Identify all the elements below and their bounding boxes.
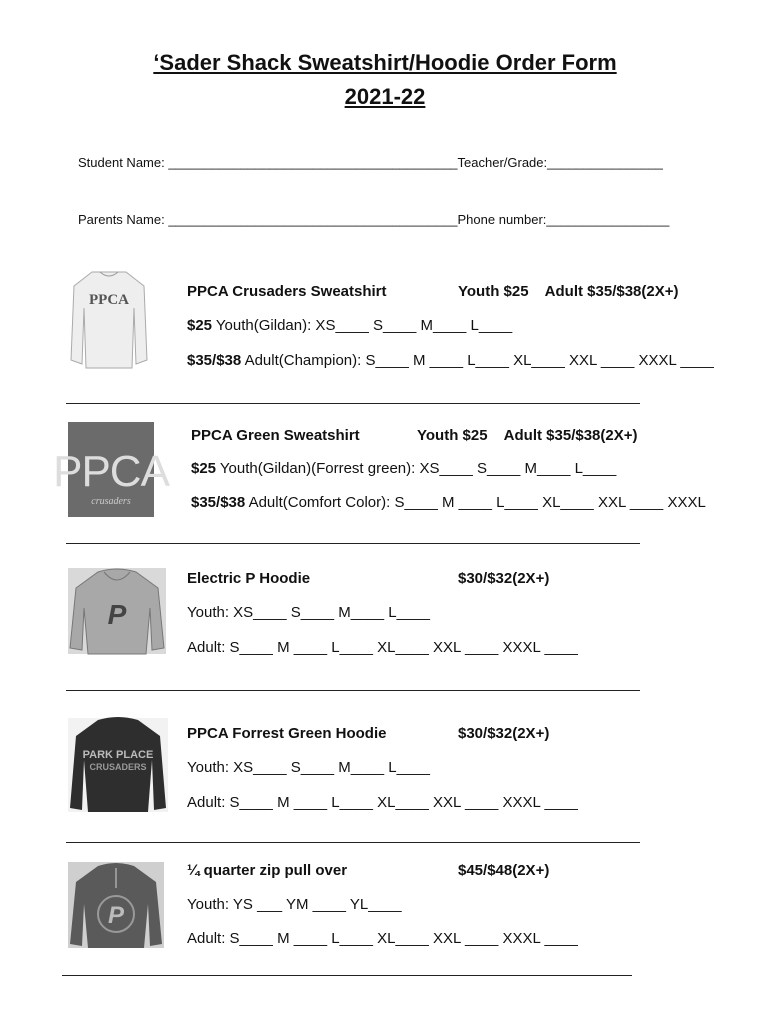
divider bbox=[66, 690, 640, 691]
park-place-text: PARK PLACE bbox=[82, 749, 154, 761]
forrest-green-hoodie-image bbox=[68, 718, 168, 812]
green-sweatshirt-logo-text: PPCA bbox=[53, 447, 169, 496]
product-2-name: PPCA Green Sweatshirt bbox=[191, 427, 360, 444]
product-1-adult-line: $35/$38 Adult(Champion): S____ M ____ L____ XL____ XXL ____ XXXL ____ bbox=[187, 352, 714, 369]
zip-p-logo-text: P bbox=[107, 902, 125, 929]
form-title: ‘Sader Shack Sweatshirt/Hoodie Order Form bbox=[153, 50, 617, 75]
product-3-adult-line: Adult: S____ M ____ L____ XL____ XXL ____ XXXL ____ bbox=[187, 639, 578, 656]
product-1-youth-line: $25 Youth(Gildan): XS____ S____ M____ L____ bbox=[187, 317, 513, 334]
electric-p-hoodie-image bbox=[68, 568, 166, 654]
green-sweatshirt-image bbox=[53, 422, 169, 517]
crusaders-text: CRUSADERS bbox=[89, 762, 147, 772]
form-year: 2021-22 bbox=[344, 84, 426, 109]
quarter-zip-image bbox=[68, 862, 164, 948]
product-4-name: PPCA Forrest Green Hoodie bbox=[187, 725, 387, 742]
divider bbox=[62, 975, 632, 976]
product-1-name: PPCA Crusaders Sweatshirt bbox=[187, 283, 387, 300]
product-5-youth-line: Youth: YS ___ YM ____ YL____ bbox=[187, 896, 402, 913]
product-1-price: Youth $25 Adult $35/$38(2X+) bbox=[458, 283, 679, 300]
divider bbox=[66, 543, 640, 544]
product-2-adult-line: $35/$38 Adult(Comfort Color): S____ M ____ L____ XL____ XXL ____ XXXL bbox=[191, 494, 706, 511]
sweatshirt-logo-text: PPCA bbox=[89, 292, 129, 308]
p-logo-text: P bbox=[107, 599, 127, 630]
green-sweatshirt-sub-text: crusaders bbox=[91, 496, 131, 507]
student-name-field: Student Name: ________________________________________Teacher/Grade:________________ bbox=[78, 155, 663, 170]
product-3-youth-line: Youth: XS____ S____ M____ L____ bbox=[187, 604, 430, 621]
product-4-price: $30/$32(2X+) bbox=[458, 725, 550, 742]
product-5-price: $45/$48(2X+) bbox=[458, 862, 550, 879]
product-3-price: $30/$32(2X+) bbox=[458, 570, 550, 587]
divider bbox=[66, 403, 640, 404]
product-4-adult-line: Adult: S____ M ____ L____ XL____ XXL ____ XXXL ____ bbox=[187, 794, 578, 811]
product-5-adult-line: Adult: S____ M ____ L____ XL____ XXL ____ XXXL ____ bbox=[187, 930, 578, 947]
product-2-price: Youth $25 Adult $35/$38(2X+) bbox=[417, 427, 638, 444]
parents-name-field: Parents Name: ________________________________________Phone number:_________________ bbox=[78, 212, 670, 227]
product-2-youth-line: $25 Youth(Gildan)(Forrest green): XS____ S____ M____ L____ bbox=[191, 460, 617, 477]
divider bbox=[66, 842, 640, 843]
product-5-name: ¼ quarter zip pull over bbox=[187, 862, 348, 879]
product-3-name: Electric P Hoodie bbox=[187, 570, 311, 587]
product-4-youth-line: Youth: XS____ S____ M____ L____ bbox=[187, 759, 430, 776]
crusaders-sweatshirt-image bbox=[70, 268, 148, 370]
